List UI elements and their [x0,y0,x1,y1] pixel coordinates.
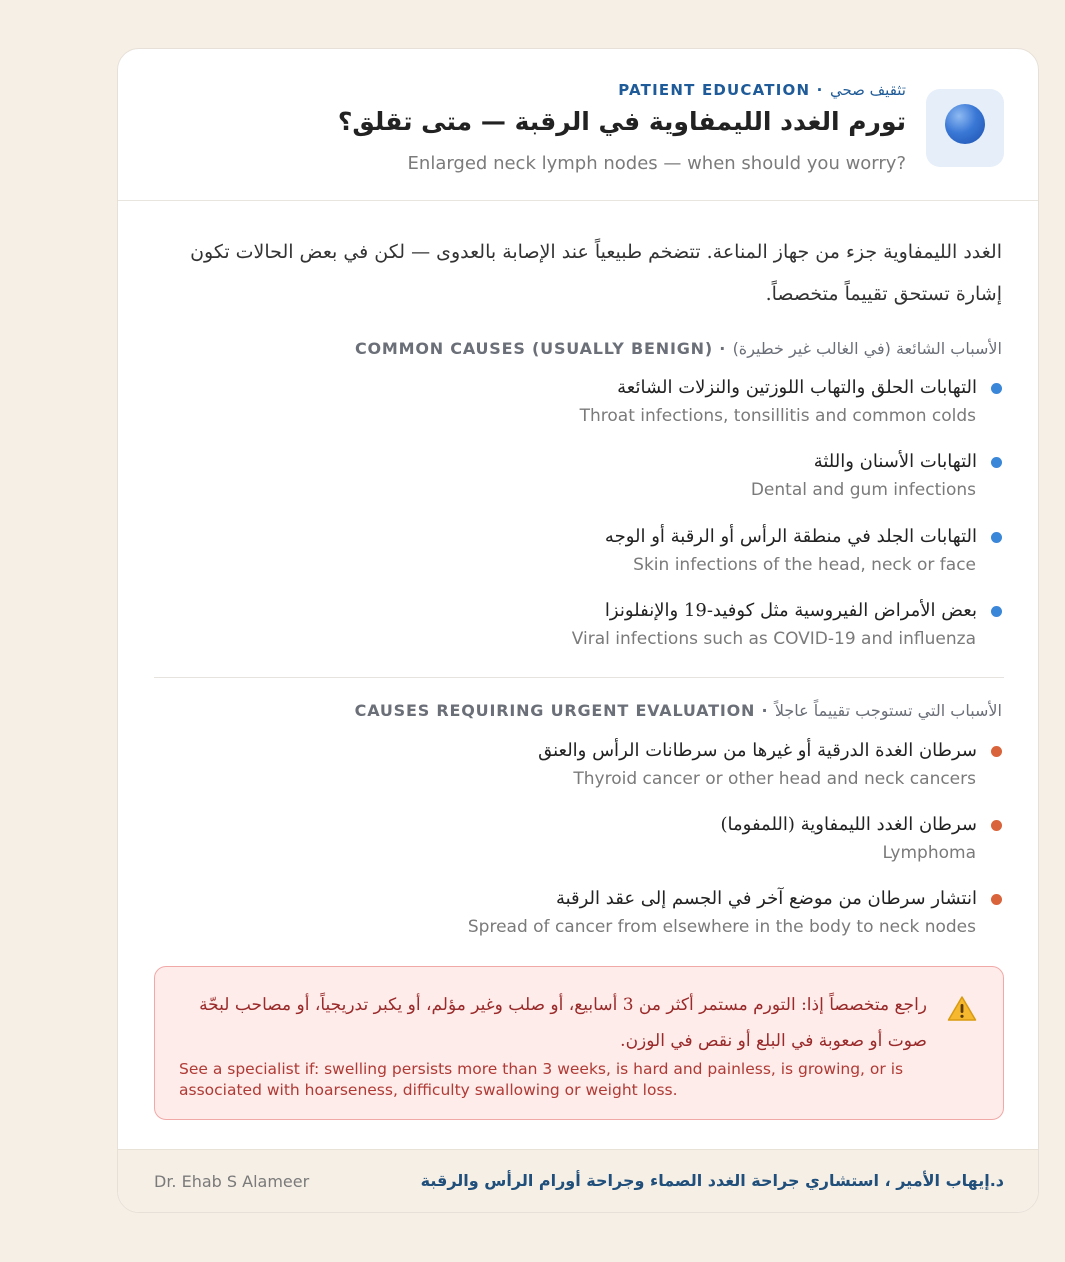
eyebrow-separator: · [810,81,830,99]
section-title-en: CAUSES REQUIRING URGENT EVALUATION [354,701,756,720]
bullet-dot-icon [991,383,1002,394]
list-item [202,600,1002,649]
section-title-ar: الأسباب التي تستوجب تقييماً عاجلاً [774,701,1002,720]
section-title-ar: الأسباب الشائعة (في الغالب غير خطيرة) [732,339,1002,358]
card-footer [118,1149,1039,1213]
list-item [202,377,1002,426]
item-ar: سرطان الغدة الدرقية أو غيرها من سرطانات الرأس والعنق [538,740,977,761]
item-en: Dental and gum infections [750,480,976,500]
author-name-ar: د.إيهاب الأمير ، استشاري جراحة الغدد الصماء وجراحة أورام الرأس والرقبة [420,1171,1004,1190]
page-title: تورم الغدد الليمفاوية في الرقبة — متى تقلق؟ [337,107,906,136]
item-en: Viral infections such as COVID-19 and influenza [571,629,976,649]
section-divider [154,677,1004,678]
bullet-dot-icon [991,606,1002,617]
list-item [202,740,1002,789]
education-card [117,48,1039,1213]
alert-text-ar: راجع متخصصاً إذا: التورم مستمر أكثر من 3 أسابيع، أو صلب وغير مؤلم، أو يكبر تدريجياً، أو مصاحب لبحّة صوت أو صعوبة في البلع أو نقص في الوزن. [199,995,927,1051]
bullet-dot-icon [991,532,1002,543]
list-item [202,526,1002,575]
item-ar: التهابات الأسنان واللثة [813,451,977,472]
section-title-separator: · [712,339,733,358]
blue-sphere-icon [945,104,985,144]
item-ar: سرطان الغدد الليمفاوية (اللمفوما) [720,814,977,835]
author-name-en: Dr. Ehab S Alameer [154,1172,310,1191]
list-item [202,451,1002,500]
card-header [118,49,1039,201]
warning-alert [154,966,1004,1120]
section-title-en: COMMON CAUSES (USUALLY BENIGN) [354,339,713,358]
item-en: Spread of cancer from elsewhere in the body to neck nodes [467,917,976,937]
eyebrow [618,81,906,99]
eyebrow-ar: تثقيف صحي [829,81,906,99]
eyebrow-en: PATIENT EDUCATION [618,81,811,99]
intro-paragraph: الغدد الليمفاوية جزء من جهاز المناعة. تتضخم طبيعياً عند الإصابة بالعدوى — لكن في بعض الحالات تكون إشارة تستحق تقييماً متخصصاً. [190,241,1002,305]
list-item [202,814,1002,863]
list-item [202,888,1002,937]
item-en: Skin infections of the head, neck or face [633,555,976,575]
item-en: Lymphoma [882,843,976,863]
bullet-dot-icon [991,894,1002,905]
item-ar: انتشار سرطان من موضع آخر في الجسم إلى عقد الرقبة [555,888,977,909]
bullet-dot-icon [991,457,1002,468]
urgent-causes-title [355,701,1002,720]
warning-icon [947,995,977,1022]
item-en: Thyroid cancer or other head and neck cancers [573,769,976,789]
bullet-dot-icon [991,746,1002,757]
item-ar: التهابات الحلق والتهاب اللوزتين والنزلات الشائعة [617,377,977,398]
bullet-dot-icon [991,820,1002,831]
logo [926,89,1004,167]
page-subtitle: Enlarged neck lymph nodes — when should you worry? [407,153,906,174]
alert-text-en: See a specialist if: swelling persists more than 3 weeks, is hard and painless, is growing, or is associated with hoarseness, difficulty swallowing or weight loss. [179,1060,904,1099]
item-ar: التهابات الجلد في منطقة الرأس أو الرقبة أو الوجه [604,526,977,547]
common-causes-title [355,339,1002,358]
item-en: Throat infections, tonsillitis and common colds [579,406,976,426]
section-title-separator: · [755,701,775,720]
item-ar: بعض الأمراض الفيروسية مثل كوفيد-19 والإنفلونزا [604,600,977,621]
